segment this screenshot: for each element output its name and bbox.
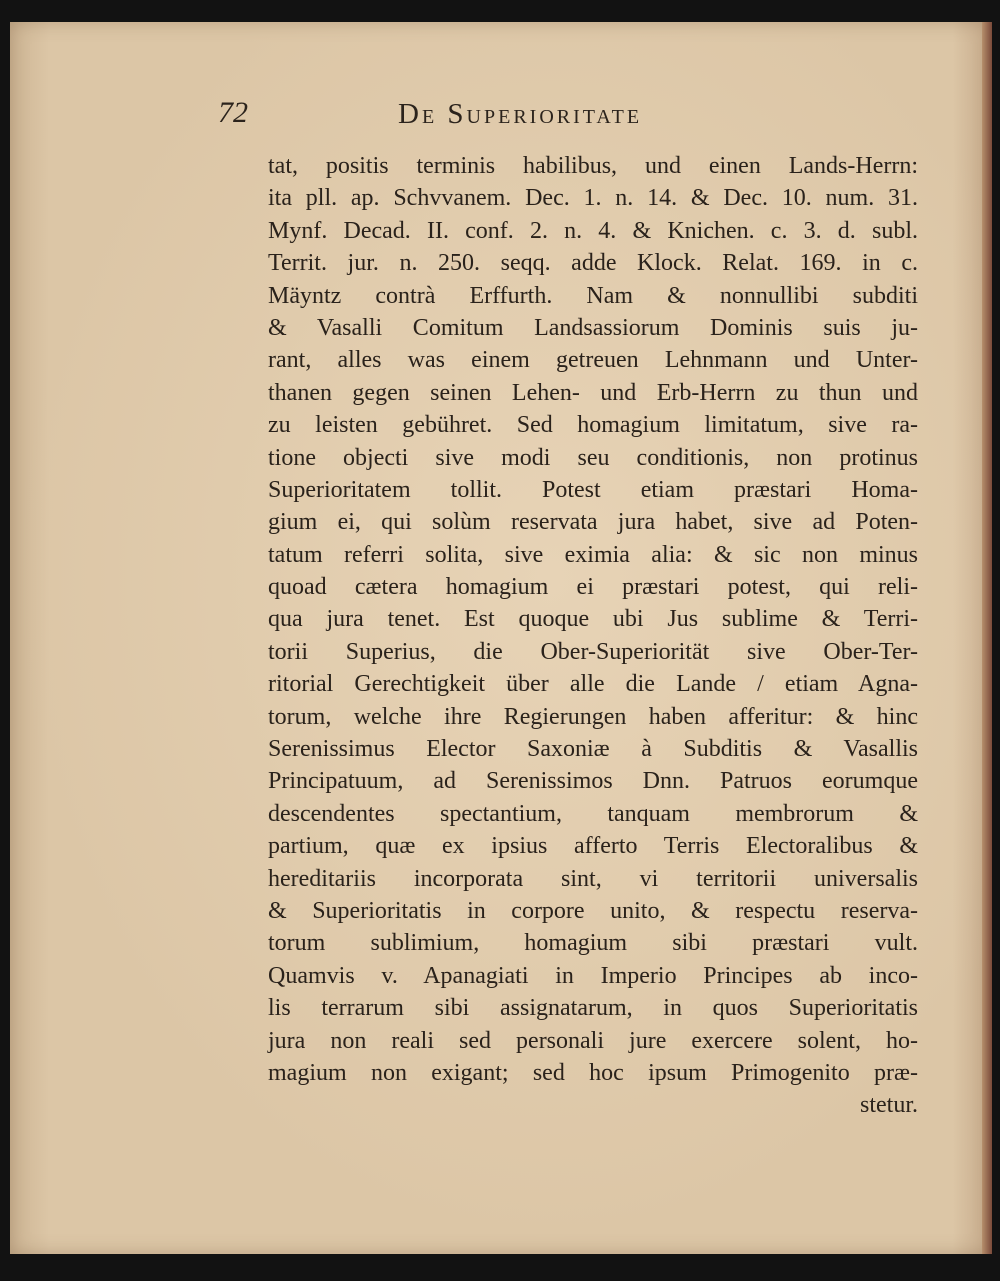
text-line: thanen gegen seinen Lehen- und Erb-Herrn zu thun und (268, 379, 918, 406)
text-line: jura non reali sed personali jure exercere solent, ho- (268, 1027, 918, 1054)
text-line: zu leisten gebühret. Sed homagium limitatum, sive ra- (268, 412, 918, 439)
text-line: descendentes spectantium, tanquam membrorum & (268, 800, 918, 827)
text-line: stetur. (860, 1092, 918, 1119)
text-line: Superioritatem tollit. Potest etiam præstari Homa- (268, 476, 918, 503)
text-line: lis terrarum sibi assignatarum, in quos Superioritatis (268, 995, 918, 1022)
text-line: hereditariis incorporata sint, vi territorii universalis (268, 865, 918, 892)
page-number: 72 (218, 96, 248, 129)
text-line: ita pll. ap. Schvvanem. Dec. 1. n. 14. & Dec. 10. num. 31. (268, 185, 918, 212)
text-line: torum, welche ihre Regierungen haben afferitur: & hinc (268, 703, 918, 730)
text-line: torii Superius, die Ober-Superiorität sive Ober-Ter- (268, 638, 918, 665)
text-line: tat, positis terminis habilibus, und einen Lands-Herrn: (268, 153, 918, 179)
text-line: torum sublimium, homagium sibi præstari vult. (268, 930, 918, 957)
book-page (10, 22, 992, 1254)
text-line: ritorial Gerechtigkeit über alle die Lande / etiam Agna- (268, 671, 918, 698)
text-line: gium ei, qui solùm reservata jura habet, sive ad Poten- (268, 509, 918, 536)
text-line: Mäyntz contrà Erffurth. Nam & nonnullibi subditi (268, 282, 918, 309)
text-line: & Superioritatis in corpore unito, & respectu reserva- (268, 897, 918, 924)
text-line: qua jura tenet. Est quoque ubi Jus sublime & Terri- (268, 606, 918, 633)
page-edge (982, 22, 992, 1254)
text-line: Quamvis v. Apanagiati in Imperio Principes ab inco- (268, 962, 918, 989)
body-text (268, 150, 918, 1122)
text-line: tatum referri solita, sive eximia alia: & sic non minus (268, 541, 918, 568)
running-head (218, 96, 738, 136)
text-line: Territ. jur. n. 250. seqq. adde Klock. Relat. 169. in c. (268, 250, 918, 277)
text-line: tione objecti sive modi seu conditionis, non protinus (268, 444, 918, 471)
text-line: Principatuum, ad Serenissimos Dnn. Patruos eorumque (268, 768, 918, 795)
text-line: Serenissimus Elector Saxoniæ à Subditis & Vasallis (268, 736, 918, 763)
text-line: & Vasalli Comitum Landsassiorum Dominis suis ju- (268, 314, 918, 341)
text-line: magium non exigant; sed hoc ipsum Primogenito præ- (268, 1059, 918, 1086)
text-line: partium, quæ ex ipsius afferto Terris Electoralibus & (268, 833, 918, 860)
text-line: rant, alles was einem getreuen Lehnmann und Unter- (268, 347, 918, 374)
text-line: quoad cætera homagium ei præstari potest, qui reli- (268, 574, 918, 601)
page-header-title: De Superioritate (398, 98, 643, 130)
text-line: Mynf. Decad. II. conf. 2. n. 4. & Knichen. c. 3. d. subl. (268, 217, 918, 244)
